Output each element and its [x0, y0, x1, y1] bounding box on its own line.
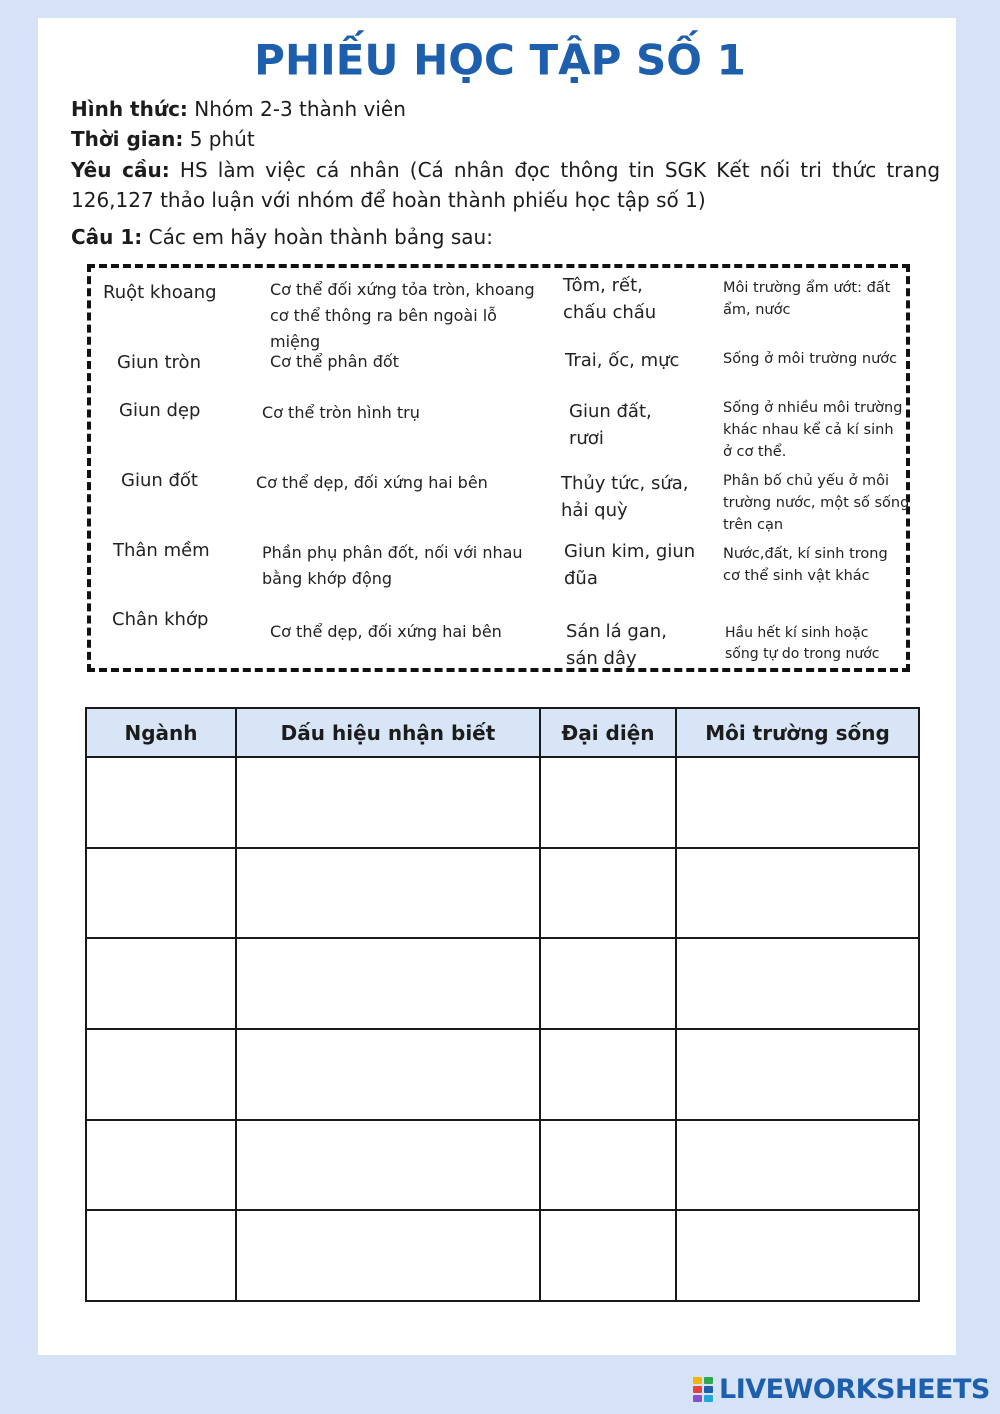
drop-cell-dau-hieu[interactable] — [236, 848, 540, 939]
drop-cell-dau-hieu[interactable] — [236, 1029, 540, 1120]
header-moi-truong: Môi trường sống — [676, 708, 919, 757]
option-moi-truong[interactable]: Môi trường ẩm ướt: đất ẩm, nước — [723, 280, 891, 318]
option-dai-dien[interactable]: Giun đất, rươi — [569, 401, 652, 449]
time-value: 5 phút — [189, 127, 255, 151]
question-text: Các em hãy hoàn thành bảng sau: — [148, 225, 493, 249]
option-dai-dien[interactable]: Sán lá gan, sán dây — [566, 621, 667, 669]
drop-cell-moi-truong[interactable] — [676, 1120, 919, 1211]
header-dau-hieu: Dấu hiệu nhận biết — [236, 708, 540, 757]
option-moi-truong[interactable]: Phân bố chủ yếu ở môi trường nước, một số sống trên cạn — [723, 473, 910, 533]
option-moi-truong[interactable]: Sống ở môi trường nước — [723, 351, 898, 367]
form-line — [71, 94, 406, 124]
drop-cell-nganh[interactable] — [86, 1120, 236, 1211]
table-row — [86, 757, 919, 848]
option-nganh[interactable]: Thân mềm — [113, 540, 210, 561]
option-nganh[interactable]: Ruột khoang — [103, 282, 217, 303]
logo-block — [704, 1377, 713, 1384]
drop-cell-dai-dien[interactable] — [540, 938, 676, 1029]
drop-cell-dai-dien[interactable] — [540, 1029, 676, 1120]
option-dau-hieu[interactable]: Cơ thể dẹp, đối xứng hai bên — [256, 473, 488, 492]
option-dau-hieu[interactable]: Cơ thể phân đốt — [270, 352, 399, 371]
header-nganh: Ngành — [86, 708, 236, 757]
drop-cell-dai-dien[interactable] — [540, 848, 676, 939]
drop-cell-dai-dien[interactable] — [540, 757, 676, 848]
option-dai-dien[interactable]: Thủy tức, sứa, hải quỳ — [561, 473, 689, 521]
question-label: Câu 1: — [71, 225, 143, 249]
table-row — [86, 1120, 919, 1211]
option-moi-truong[interactable]: Nước,đất, kí sinh trong cơ thể sinh vật khác — [723, 546, 888, 584]
time-label: Thời gian: — [71, 127, 184, 151]
question-line — [71, 222, 493, 252]
drop-cell-dai-dien[interactable] — [540, 1120, 676, 1211]
table-header-row — [86, 708, 919, 757]
option-dai-dien[interactable]: Giun kim, giun đũa — [564, 541, 696, 589]
logo-block — [704, 1395, 713, 1402]
table-row — [86, 848, 919, 939]
option-dau-hieu[interactable]: Cơ thể tròn hình trụ — [262, 403, 420, 422]
option-dai-dien[interactable]: Trai, ốc, mực — [565, 350, 680, 371]
liveworksheets-logo-icon — [693, 1377, 713, 1402]
drop-cell-moi-truong[interactable] — [676, 757, 919, 848]
drop-cell-moi-truong[interactable] — [676, 848, 919, 939]
drop-cell-moi-truong[interactable] — [676, 938, 919, 1029]
option-dau-hieu[interactable]: Phần phụ phân đốt, nối với nhau bằng khớp động — [262, 543, 523, 588]
requirement-line — [71, 155, 940, 215]
brand-name: LIVEWORKSHEETS — [719, 1373, 990, 1405]
option-nganh[interactable]: Giun dẹp — [119, 400, 201, 421]
drop-cell-nganh[interactable] — [86, 1210, 236, 1301]
time-line — [71, 124, 255, 154]
drop-cell-dai-dien[interactable] — [540, 1210, 676, 1301]
table-row — [86, 1210, 919, 1301]
drop-cell-nganh[interactable] — [86, 1029, 236, 1120]
requirement-value: HS làm việc cá nhân (Cá nhân đọc thông tin SGK Kết nối tri thức trang 126,127 thảo luận với nhóm để hoàn thành phiếu học tập số 1) — [71, 158, 941, 212]
form-value: Nhóm 2-3 thành viên — [194, 97, 406, 121]
form-label: Hình thức: — [71, 97, 188, 121]
table-row — [86, 1029, 919, 1120]
option-dau-hieu[interactable]: Cơ thể đối xứng tỏa tròn, khoang cơ thể thông ra bên ngoài lỗ miệng — [270, 280, 535, 351]
logo-block — [693, 1386, 702, 1393]
drop-cell-dau-hieu[interactable] — [236, 757, 540, 848]
header-dai-dien: Đại diện — [540, 708, 676, 757]
drop-cell-dau-hieu[interactable] — [236, 1210, 540, 1301]
option-moi-truong[interactable]: Hầu hết kí sinh hoặc sống tự do trong nước — [725, 625, 880, 662]
drop-cell-nganh[interactable] — [86, 938, 236, 1029]
liveworksheets-brand[interactable] — [693, 1374, 990, 1404]
drop-cell-moi-truong[interactable] — [676, 1029, 919, 1120]
drop-cell-moi-truong[interactable] — [676, 1210, 919, 1301]
answer-table — [85, 707, 920, 1302]
option-moi-truong[interactable]: Sống ở nhiều môi trường khác nhau kể cả kí sinh ở cơ thể. — [723, 400, 903, 460]
logo-block — [693, 1377, 702, 1384]
drop-cell-dau-hieu[interactable] — [236, 1120, 540, 1211]
logo-block — [693, 1395, 702, 1402]
drop-cell-dau-hieu[interactable] — [236, 938, 540, 1029]
requirement-label: Yêu cầu: — [71, 158, 170, 182]
option-dai-dien[interactable]: Tôm, rết, chấu chấu — [563, 275, 657, 323]
option-nganh[interactable]: Chân khớp — [112, 609, 209, 630]
drop-cell-nganh[interactable] — [86, 848, 236, 939]
logo-block — [704, 1386, 713, 1393]
option-dau-hieu[interactable]: Cơ thể dẹp, đối xứng hai bên — [270, 622, 502, 641]
drop-cell-nganh[interactable] — [86, 757, 236, 848]
page-title: PHIẾU HỌC TẬP SỐ 1 — [254, 35, 746, 85]
option-nganh[interactable]: Giun đốt — [121, 470, 198, 491]
table-row — [86, 938, 919, 1029]
option-nganh[interactable]: Giun tròn — [117, 352, 201, 373]
